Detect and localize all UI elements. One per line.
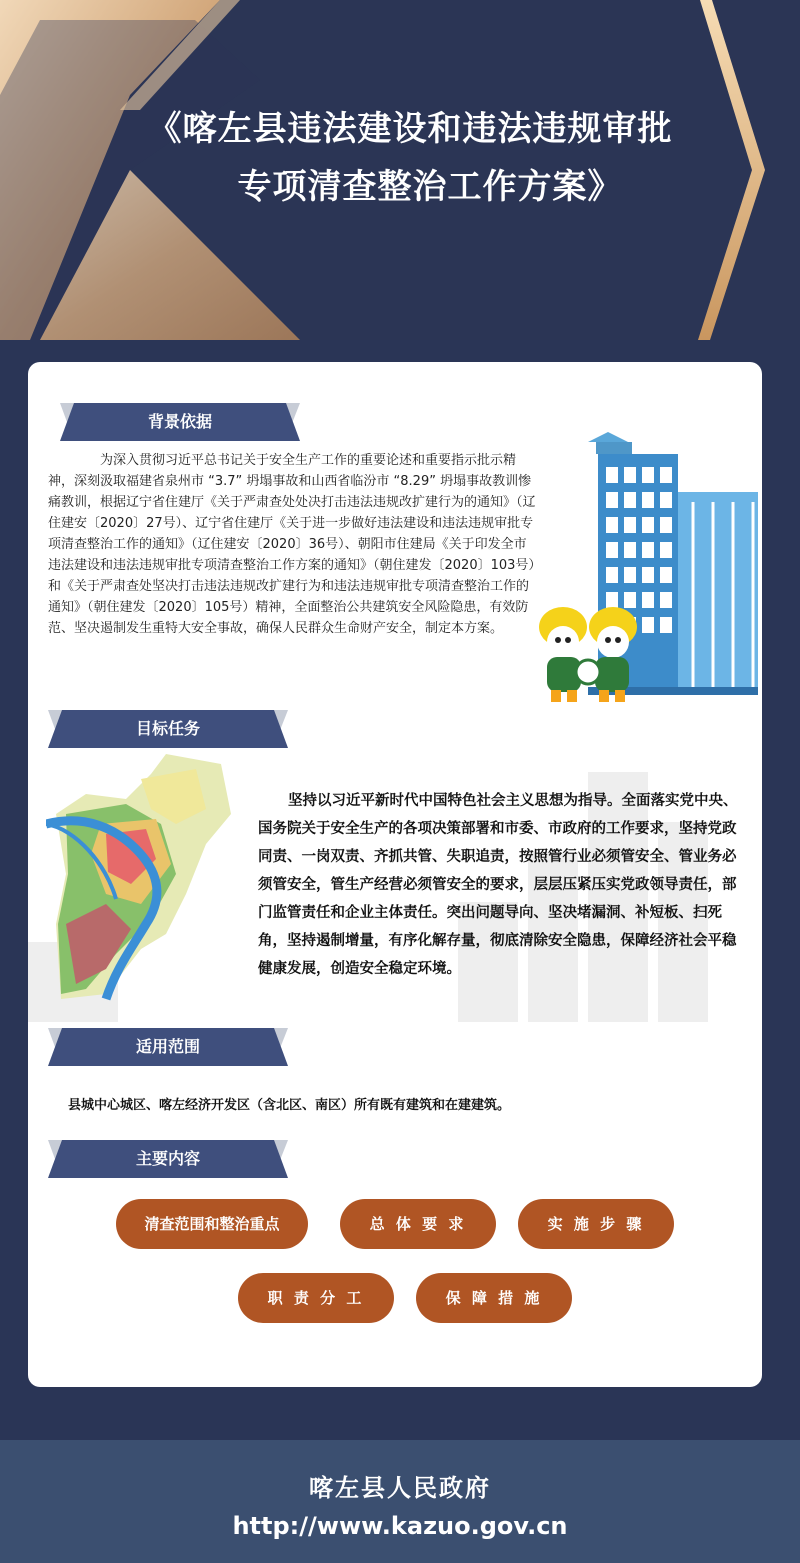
section-label-goals: 目标任务 (48, 710, 288, 748)
content-button-safeguards[interactable]: 保 障 措 施 (416, 1273, 572, 1323)
page-title: 《喀左县违法建设和违法违规审批 专项清查整治工作方案》 (147, 109, 673, 207)
content-button-steps[interactable]: 实 施 步 骤 (518, 1199, 674, 1249)
content-button-responsibilities[interactable]: 职 责 分 工 (238, 1273, 394, 1323)
section-label-scope: 适用范围 (48, 1028, 288, 1066)
footer-organization: 喀左县人民政府 (309, 1474, 491, 1502)
content-card (28, 362, 762, 1387)
city-map-illustration (46, 754, 246, 1004)
footer (0, 1440, 800, 1563)
scope-text: 县城中心城区、喀左经济开发区（含北区、南区）所有既有建筑和在建建筑。 (68, 1098, 511, 1113)
section-label-content: 主要内容 (48, 1140, 288, 1178)
background-paragraph: 为深入贯彻习近平总书记关于安全生产工作的重要论述和重要指示批示精神，深刻汲取福建省泉州市 “3.7” 坍塌事故和山西省临汾市 “8.29” 坍塌事故教训惨痛教训，根据辽宁省住建厅《关于严肃查处处决打击违法违规改扩建行为的通知》（辽住建安〔2020〕27号）、辽宁省住建厅《关于进一步做好违法建设和违法违规审批专项清查整治工作的通知》（辽住建安〔2020〕36号）、朝阳市住建局《关于印发全市违法建设和违法违规审批专项清查整治工作方案的通知》（朝住建发〔2020〕103号）和《关于严肃查处坚决打击违法违规改扩建行为和违法违规审批专项清查整治工作的通知》（朝住建发〔2020〕105号）精神，全面整治公共建筑安全风险隐患，有效防范、坚决遏制发生重特大安全事故，确保人民群众生命财产安全，制定本方案。 (48, 453, 536, 636)
content-button-scope[interactable]: 清查范围和整治重点 (116, 1199, 308, 1249)
mascot-workers-illustration (533, 597, 643, 707)
section-label-background: 背景依据 (60, 403, 300, 441)
goals-paragraph: 坚持以习近平新时代中国特色社会主义思想为指导。全面落实党中央、国务院关于安全生产的各项决策部署和市委、市政府的工作要求，坚持党政同责、一岗双责、齐抓共管、失职追责，按照管行业必须管安全、管业务必须管安全，管生产经营必须管安全的要求，层层压紧压实党政领导责任，部门监管责任和企业主体责任。突出问题导向、坚决堵漏洞、补短板、扫死角，坚持遏制增量，有序化解存量，彻底清除安全隐患，保障经济社会平稳健康发展，创造安全稳定环境。 (258, 793, 738, 977)
content-button-requirements[interactable]: 总 体 要 求 (340, 1199, 496, 1249)
header-banner (0, 0, 800, 340)
footer-url-link[interactable]: http://www.kazuo.gov.cn (232, 1512, 568, 1540)
